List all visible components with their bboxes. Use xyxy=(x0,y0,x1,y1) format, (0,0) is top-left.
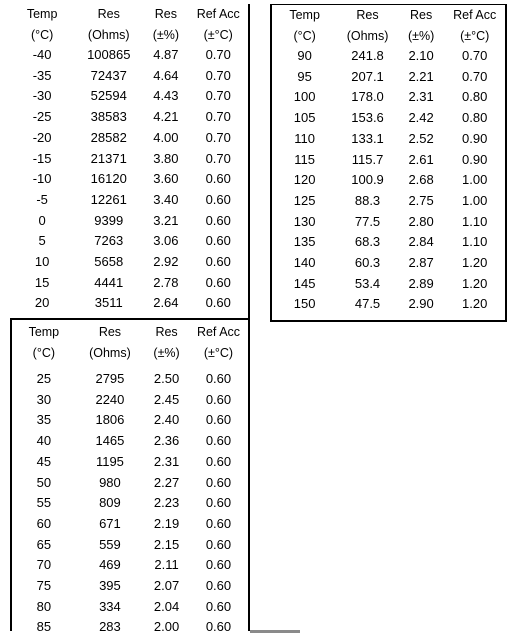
table-row xyxy=(272,46,505,67)
temp-cell: -40 xyxy=(32,47,52,62)
temp-cell: 75 xyxy=(36,578,52,594)
unit-row xyxy=(12,343,248,364)
ref-accuracy-cell: 0.70 xyxy=(205,47,231,62)
header-row xyxy=(272,5,505,26)
temp-cell: 50 xyxy=(36,474,52,490)
ref-accuracy-cell: 0.60 xyxy=(205,515,232,531)
table-row xyxy=(12,514,248,535)
table-row xyxy=(272,191,505,212)
tolerance-cell: 3.40 xyxy=(153,191,179,207)
ref-accuracy-cell: 0.70 xyxy=(462,68,488,84)
resistance-cell: 100.9 xyxy=(351,172,384,188)
ref-accuracy-cell: 0.80 xyxy=(462,89,488,105)
resistance-cell: 178.0 xyxy=(351,89,384,105)
temp-cell: -35 xyxy=(32,67,52,83)
ref-accuracy-cell: 0.70 xyxy=(462,48,488,63)
ref-accuracy-cell: 0.60 xyxy=(205,412,232,428)
resistance-cell: 21371 xyxy=(90,150,127,166)
col-header-ref-acc: Ref Acc xyxy=(453,8,497,22)
table-row xyxy=(12,452,248,473)
temp-cell: 135 xyxy=(293,234,316,250)
resistance-cell: 133.1 xyxy=(351,130,384,146)
unit-row xyxy=(10,25,248,46)
table-row xyxy=(272,170,505,191)
tolerance-cell: 2.31 xyxy=(408,89,434,105)
tolerance-cell: 4.64 xyxy=(153,67,179,83)
table-row xyxy=(272,274,505,295)
tolerance-cell: 2.61 xyxy=(408,151,434,167)
resistance-cell: 9399 xyxy=(94,212,124,228)
temp-cell: 60 xyxy=(36,515,52,531)
table-row xyxy=(10,86,248,107)
ref-accuracy-cell: 0.60 xyxy=(205,578,232,594)
table-row xyxy=(10,231,248,252)
resistance-cell: 4441 xyxy=(94,274,124,290)
tolerance-cell: 2.10 xyxy=(408,48,434,63)
unit-temp: (°C) xyxy=(32,345,56,360)
table-body xyxy=(272,46,505,315)
tolerance-cell: 2.11 xyxy=(154,557,179,573)
temp-cell: 105 xyxy=(293,110,316,126)
table-row xyxy=(10,169,248,190)
col-header-ref-acc: Ref Acc xyxy=(196,7,240,21)
ref-accuracy-cell: 0.60 xyxy=(205,233,231,249)
resistance-cell: 77.5 xyxy=(354,213,381,229)
tolerance-cell: 2.92 xyxy=(153,254,179,270)
resistance-cell: 72437 xyxy=(90,67,127,83)
table-row xyxy=(272,87,505,108)
table-row xyxy=(272,232,505,253)
resistance-cell: 809 xyxy=(99,495,121,511)
tolerance-cell: 2.19 xyxy=(153,515,180,531)
tolerance-cell: 2.84 xyxy=(408,234,434,250)
col-header-res-tol: Res xyxy=(154,7,177,21)
tolerance-cell: 4.87 xyxy=(153,47,179,62)
tolerance-cell: 2.45 xyxy=(153,391,180,407)
ref-accuracy-cell: 0.60 xyxy=(205,536,232,552)
temp-cell: 140 xyxy=(293,255,316,271)
tolerance-cell: 2.90 xyxy=(408,296,434,312)
temp-cell: 40 xyxy=(36,433,52,449)
ref-accuracy-cell: 1.00 xyxy=(462,172,488,188)
resistance-cell: 334 xyxy=(99,598,121,614)
ref-accuracy-cell: 1.20 xyxy=(462,275,488,291)
thermistor-table-right xyxy=(270,4,507,322)
temp-cell: 110 xyxy=(294,130,315,146)
temp-cell: 150 xyxy=(293,296,316,312)
temp-cell: 0 xyxy=(38,212,46,228)
temp-cell: 55 xyxy=(36,495,52,511)
tolerance-cell: 2.80 xyxy=(408,213,434,229)
ref-accuracy-cell: 0.60 xyxy=(205,391,232,407)
ref-accuracy-cell: 0.70 xyxy=(205,129,231,145)
resistance-table xyxy=(272,5,505,315)
unit-res-tol: (±%) xyxy=(407,28,435,43)
temp-cell: 20 xyxy=(34,295,50,311)
ref-accuracy-cell: 0.60 xyxy=(205,495,232,511)
table-row xyxy=(10,107,248,128)
ref-accuracy-cell: 0.60 xyxy=(205,171,231,187)
col-header-res: Res xyxy=(98,325,122,339)
tolerance-cell: 2.52 xyxy=(408,130,434,146)
ref-accuracy-cell: 0.90 xyxy=(462,130,488,146)
ref-accuracy-cell: 0.60 xyxy=(205,433,232,449)
tolerance-cell: 4.21 xyxy=(153,109,179,125)
ref-accuracy-cell: 0.60 xyxy=(205,598,232,614)
ref-accuracy-cell: 0.60 xyxy=(205,254,231,270)
table-row xyxy=(12,369,248,390)
tolerance-cell: 3.60 xyxy=(153,171,179,187)
resistance-cell: 60.3 xyxy=(354,255,381,271)
temp-cell: 70 xyxy=(36,557,52,573)
resistance-cell: 53.4 xyxy=(354,275,381,291)
tolerance-cell: 4.00 xyxy=(153,129,179,145)
table-row xyxy=(10,273,248,294)
ref-accuracy-cell: 0.70 xyxy=(205,67,231,83)
resistance-cell: 980 xyxy=(99,474,121,490)
tolerance-cell: 2.21 xyxy=(408,68,434,84)
tolerance-cell: 2.07 xyxy=(153,578,180,594)
table-row xyxy=(12,617,248,638)
ref-accuracy-cell: 0.60 xyxy=(205,212,231,228)
table-row xyxy=(12,410,248,431)
table-row xyxy=(10,211,248,232)
resistance-cell: 52594 xyxy=(90,88,127,104)
table-row xyxy=(272,129,505,150)
tolerance-cell: 2.00 xyxy=(153,619,180,635)
temp-cell: 130 xyxy=(293,213,316,229)
table-row xyxy=(12,576,248,597)
col-header-ref-acc: Ref Acc xyxy=(196,325,241,339)
tolerance-cell: 2.04 xyxy=(153,598,180,614)
resistance-cell: 7263 xyxy=(94,233,124,249)
resistance-cell: 241.8 xyxy=(351,48,384,63)
temp-cell: 25 xyxy=(36,371,52,386)
ref-accuracy-cell: 0.90 xyxy=(462,151,488,167)
resistance-cell: 115.7 xyxy=(351,151,384,167)
tolerance-cell: 2.64 xyxy=(153,295,179,311)
col-header-res: Res xyxy=(97,7,120,21)
col-header-res-tol: Res xyxy=(155,325,178,339)
temp-cell: -20 xyxy=(32,129,52,145)
unit-row xyxy=(272,26,505,47)
table-row xyxy=(10,252,248,273)
thermistor-table-left-top xyxy=(10,4,250,320)
col-header-res: Res xyxy=(356,8,379,22)
temp-cell: 125 xyxy=(293,192,316,208)
header-row xyxy=(12,322,248,343)
resistance-cell: 2240 xyxy=(95,391,125,407)
ref-accuracy-cell: 0.60 xyxy=(205,274,231,290)
ref-accuracy-cell: 0.60 xyxy=(205,557,232,573)
tolerance-cell: 2.36 xyxy=(153,433,180,449)
table-row xyxy=(12,473,248,494)
unit-res: (Ohms) xyxy=(87,27,130,42)
unit-temp: (°C) xyxy=(30,27,54,42)
header-row xyxy=(10,4,248,25)
tolerance-cell: 2.87 xyxy=(408,255,434,271)
unit-ref-acc: (±°C) xyxy=(460,28,490,43)
temp-cell: 145 xyxy=(293,275,316,291)
temp-cell: 30 xyxy=(36,391,52,407)
tolerance-cell: 2.15 xyxy=(153,536,180,552)
resistance-cell: 47.5 xyxy=(354,296,381,312)
col-header-temp: Temp xyxy=(28,325,60,339)
temp-cell: -10 xyxy=(32,171,52,187)
tolerance-cell: 2.42 xyxy=(408,110,434,126)
table-row xyxy=(272,150,505,171)
temp-cell: 115 xyxy=(294,151,315,167)
temp-cell: 90 xyxy=(297,48,312,63)
resistance-cell: 5658 xyxy=(94,254,124,270)
resistance-cell: 3511 xyxy=(94,295,123,311)
ref-accuracy-cell: 1.00 xyxy=(462,192,488,208)
ref-accuracy-cell: 0.60 xyxy=(205,453,232,469)
table-body xyxy=(12,369,248,638)
ref-accuracy-cell: 0.60 xyxy=(205,295,231,311)
ref-accuracy-cell: 0.80 xyxy=(462,110,488,126)
table-row xyxy=(12,493,248,514)
table-row xyxy=(272,212,505,233)
table-row xyxy=(10,66,248,87)
resistance-cell: 2795 xyxy=(95,371,125,386)
resistance-cell: 88.3 xyxy=(354,192,381,208)
temp-cell: 95 xyxy=(297,68,312,84)
temp-cell: 10 xyxy=(34,254,50,270)
resistance-cell: 12261 xyxy=(90,191,127,207)
unit-res: (Ohms) xyxy=(89,345,131,360)
ref-accuracy-cell: 0.60 xyxy=(205,371,232,386)
table-row xyxy=(272,108,505,129)
tolerance-cell: 2.50 xyxy=(153,371,180,386)
resistance-cell: 153.6 xyxy=(351,110,384,126)
resistance-cell: 1195 xyxy=(95,453,124,469)
col-header-temp: Temp xyxy=(289,8,320,22)
temp-cell: 45 xyxy=(36,453,52,469)
ref-accuracy-cell: 0.60 xyxy=(205,474,232,490)
tolerance-cell: 3.06 xyxy=(153,233,179,249)
ref-accuracy-cell: 1.10 xyxy=(462,213,488,229)
resistance-table xyxy=(10,4,248,314)
temp-cell: 15 xyxy=(34,274,50,290)
resistance-cell: 16120 xyxy=(90,171,127,187)
resistance-cell: 1465 xyxy=(95,433,125,449)
resistance-cell: 469 xyxy=(99,557,121,573)
table-row xyxy=(272,294,505,315)
ref-accuracy-cell: 0.60 xyxy=(205,191,231,207)
table-row xyxy=(272,67,505,88)
table-row xyxy=(12,431,248,452)
resistance-cell: 283 xyxy=(99,619,121,635)
temp-cell: 100 xyxy=(293,89,316,105)
table-row xyxy=(10,190,248,211)
resistance-cell: 68.3 xyxy=(354,234,381,250)
table-row xyxy=(272,253,505,274)
unit-res: (Ohms) xyxy=(346,28,389,43)
table-row xyxy=(12,535,248,556)
resistance-cell: 671 xyxy=(99,515,121,531)
tolerance-cell: 3.21 xyxy=(153,212,179,228)
tolerance-cell: 2.27 xyxy=(153,474,180,490)
table-body xyxy=(10,45,248,314)
unit-res-tol: (±%) xyxy=(153,345,180,360)
ref-accuracy-cell: 1.20 xyxy=(462,255,488,271)
table-row xyxy=(10,293,248,314)
resistance-cell: 28582 xyxy=(90,129,127,145)
unit-res-tol: (±%) xyxy=(152,27,180,42)
col-header-temp: Temp xyxy=(26,7,58,21)
temp-cell: 120 xyxy=(293,172,316,188)
resistance-cell: 1806 xyxy=(95,412,125,428)
temp-cell: -5 xyxy=(36,191,48,207)
table-row xyxy=(10,45,248,66)
tolerance-cell: 4.43 xyxy=(153,88,179,104)
unit-ref-acc: (±°C) xyxy=(203,27,233,42)
tolerance-cell: 2.23 xyxy=(153,495,180,511)
temp-cell: 65 xyxy=(36,536,52,552)
temp-cell: 85 xyxy=(36,619,52,635)
tolerance-cell: 2.40 xyxy=(153,412,180,428)
tolerance-cell: 2.75 xyxy=(408,192,434,208)
temp-cell: 35 xyxy=(36,412,52,428)
temp-cell: -25 xyxy=(32,109,52,125)
ref-accuracy-cell: 1.10 xyxy=(462,234,488,250)
thermistor-table-left-bottom xyxy=(10,318,250,635)
temp-cell: 5 xyxy=(38,233,46,249)
tolerance-cell: 2.89 xyxy=(408,275,434,291)
unit-temp: (°C) xyxy=(293,28,316,43)
temp-cell: -30 xyxy=(32,88,52,104)
ref-accuracy-cell: 0.70 xyxy=(205,88,231,104)
resistance-cell: 207.1 xyxy=(351,68,384,84)
unit-ref-acc: (±°C) xyxy=(203,345,234,360)
temp-cell: 80 xyxy=(36,598,52,614)
temp-cell: -15 xyxy=(32,150,52,166)
resistance-cell: 38583 xyxy=(90,109,127,125)
col-header-res-tol: Res xyxy=(409,8,433,22)
tolerance-cell: 2.31 xyxy=(153,453,180,469)
table-row xyxy=(12,555,248,576)
ref-accuracy-cell: 0.70 xyxy=(205,150,231,166)
table-row xyxy=(12,390,248,411)
table-row xyxy=(12,597,248,618)
table-row xyxy=(10,128,248,149)
table-row xyxy=(10,149,248,170)
ref-accuracy-cell: 0.60 xyxy=(205,619,232,635)
ref-accuracy-cell: 0.70 xyxy=(205,109,231,125)
resistance-table xyxy=(12,322,248,638)
tolerance-cell: 2.68 xyxy=(408,172,434,188)
tolerance-cell: 3.80 xyxy=(153,150,179,166)
resistance-cell: 100865 xyxy=(87,47,131,62)
ref-accuracy-cell: 1.20 xyxy=(462,296,488,312)
resistance-cell: 395 xyxy=(99,578,121,594)
tolerance-cell: 2.78 xyxy=(153,274,179,290)
resistance-cell: 559 xyxy=(99,536,121,552)
